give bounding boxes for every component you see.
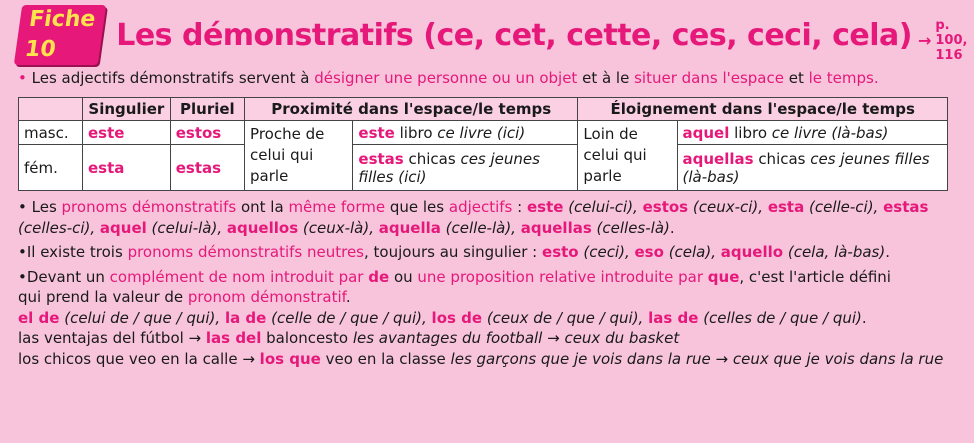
- spanish-word: aquel: [99, 218, 147, 237]
- explanations: [18, 197, 960, 369]
- translation: les garçons que je vois dans la rue → ceux que je vois dans la rue: [450, 349, 944, 368]
- header: [18, 7, 968, 63]
- spanish-word: esto: [542, 243, 579, 261]
- table-header-blank: [19, 98, 83, 121]
- text: los chicos que veo en la calle →: [18, 349, 260, 368]
- spanish-word: la de: [224, 308, 267, 327]
- spanish-word: aquella: [378, 218, 441, 237]
- translation: (celui-là),: [146, 218, 227, 237]
- intro-part: et: [783, 69, 809, 87]
- translation: (celles-ci),: [18, 218, 100, 237]
- singular-cell: este: [82, 121, 170, 145]
- translation: (ceux-là),: [298, 218, 379, 237]
- spanish-word: este: [526, 198, 564, 216]
- intro-part: et à le: [577, 69, 635, 87]
- text: las ventajas del fútbol →: [18, 329, 206, 347]
- plural-cell: estas: [170, 145, 244, 191]
- intro-highlight: le temps.: [808, 69, 879, 87]
- translation: (celui de / que / qui),: [59, 308, 225, 327]
- article-forms-line: [18, 308, 960, 329]
- translation: (cela, là-bas): [783, 243, 886, 261]
- table-header-row: [19, 98, 948, 121]
- translation: (celles-là): [591, 218, 670, 237]
- spanish-word: aquellos: [226, 218, 299, 237]
- arrow-right-icon: →: [917, 30, 932, 50]
- highlight: pronom démonstratif: [187, 288, 346, 306]
- demonstratives-table: [18, 97, 948, 191]
- example-line-2: [18, 349, 960, 370]
- distance-label: Loin de celui qui parle: [578, 121, 677, 191]
- article-rule-line-1: [18, 267, 960, 288]
- intro-highlight: situer dans l'espace: [634, 69, 784, 87]
- text: •Devant un: [18, 267, 110, 286]
- article-rule-line-2: [18, 287, 960, 308]
- translation: les avantages du football → ceux du basket: [352, 329, 680, 347]
- spanish-word: estas: [883, 198, 929, 216]
- spanish-word: las de: [648, 308, 699, 327]
- example-rest: libro: [729, 123, 772, 142]
- gender-cell: fém.: [19, 145, 83, 191]
- page-title: Les démonstratifs (ce, cet, cette, ces, ceci, cela): [116, 17, 912, 53]
- text: .: [345, 288, 351, 306]
- spanish-word: el de: [18, 308, 60, 327]
- singular-cell: esta: [82, 145, 170, 191]
- translation: (ceux-ci),: [688, 198, 768, 216]
- highlight: même forme: [288, 198, 386, 216]
- translation: (celui-ci),: [563, 198, 643, 216]
- bullet: •: [18, 69, 27, 87]
- spanish-word: aquello: [720, 243, 784, 261]
- text: .: [885, 243, 891, 261]
- translation: (celle-ci),: [804, 198, 884, 216]
- translation: (ceux de / que / qui),: [482, 308, 649, 327]
- proximity-example: [353, 121, 578, 145]
- table-header-plural: Pluriel: [170, 98, 244, 121]
- text: •Il existe trois: [18, 243, 128, 261]
- text: baloncesto: [261, 329, 353, 347]
- example-rest: chicas: [403, 149, 461, 168]
- spanish-word: los de: [431, 308, 483, 327]
- translation: (celle-là),: [440, 218, 521, 237]
- text: :: [512, 198, 527, 216]
- text: • Les: [18, 198, 62, 216]
- text: qui prend la valeur de: [18, 288, 188, 306]
- example-translation: ce livre (ici): [437, 123, 526, 142]
- spanish-word: de: [368, 267, 390, 286]
- spanish-word: esta: [767, 198, 805, 216]
- spanish-word: que: [707, 267, 740, 286]
- example-rest: chicas: [753, 149, 811, 168]
- spanish-word: los que: [259, 349, 321, 368]
- highlight: complément de nom introduit par: [109, 267, 369, 286]
- proximity-label: Proche de celui qui parle: [245, 121, 353, 191]
- text: , c'est l'article défini: [739, 267, 891, 286]
- table-header-proximity: Proximité dans l'espace/le temps: [245, 98, 578, 121]
- highlight: une proposition relative introduite par: [417, 267, 708, 286]
- table-row: [19, 145, 948, 191]
- example-rest: libro: [394, 123, 438, 142]
- example-translation: ces jeunes filles (ici): [358, 149, 540, 186]
- example-word: aquellas: [682, 149, 754, 168]
- spanish-word: aquellas: [520, 218, 592, 237]
- translation: (ceci),: [578, 243, 635, 261]
- text: veo en la classe: [320, 349, 451, 368]
- text: .: [861, 308, 867, 327]
- table-header-distance: Éloignement dans l'espace/le temps: [578, 98, 948, 121]
- pronouns-line-1: [18, 197, 960, 218]
- intro-highlight: désigner une personne ou un objet: [314, 69, 578, 87]
- sheet-badge: Fiche 10: [14, 5, 107, 65]
- gender-cell: masc.: [19, 121, 83, 145]
- proximity-example: [353, 145, 578, 191]
- highlight: pronoms démonstratifs: [61, 198, 237, 216]
- distance-example: [677, 121, 948, 145]
- spanish-word: eso: [634, 243, 664, 261]
- example-word: este: [358, 123, 395, 142]
- spanish-word: estos: [642, 198, 689, 216]
- text: , toujours au singulier :: [364, 243, 543, 261]
- translation: (celle de / que / qui),: [266, 308, 432, 327]
- example-word: estas: [358, 149, 404, 168]
- spanish-word: las del: [205, 329, 262, 347]
- page-reference: p. 100, 116: [935, 17, 968, 63]
- highlight: pronoms démonstratifs neutres: [127, 243, 364, 261]
- text: ou: [389, 267, 418, 286]
- example-translation: ces jeunes filles (là-bas): [682, 149, 930, 186]
- plural-cell: estos: [170, 121, 244, 145]
- distance-example: [677, 145, 948, 191]
- table-header-singular: Singulier: [82, 98, 170, 121]
- text: .: [669, 218, 675, 237]
- intro-text: [18, 68, 960, 88]
- example-line-1: [18, 328, 960, 349]
- example-translation: ce livre (là-bas): [771, 123, 889, 142]
- text: que les: [385, 198, 449, 216]
- translation: (cela),: [663, 243, 721, 261]
- example-word: aquel: [682, 123, 730, 142]
- table-row: [19, 121, 948, 145]
- translation: (celles de / que / qui): [698, 308, 862, 327]
- intro-part: Les adjectifs démonstratifs servent à: [26, 69, 315, 87]
- neutral-pronouns-line: [18, 242, 960, 263]
- text: ont la: [236, 198, 289, 216]
- pronouns-line-2: [18, 218, 960, 239]
- highlight: adjectifs: [448, 198, 513, 216]
